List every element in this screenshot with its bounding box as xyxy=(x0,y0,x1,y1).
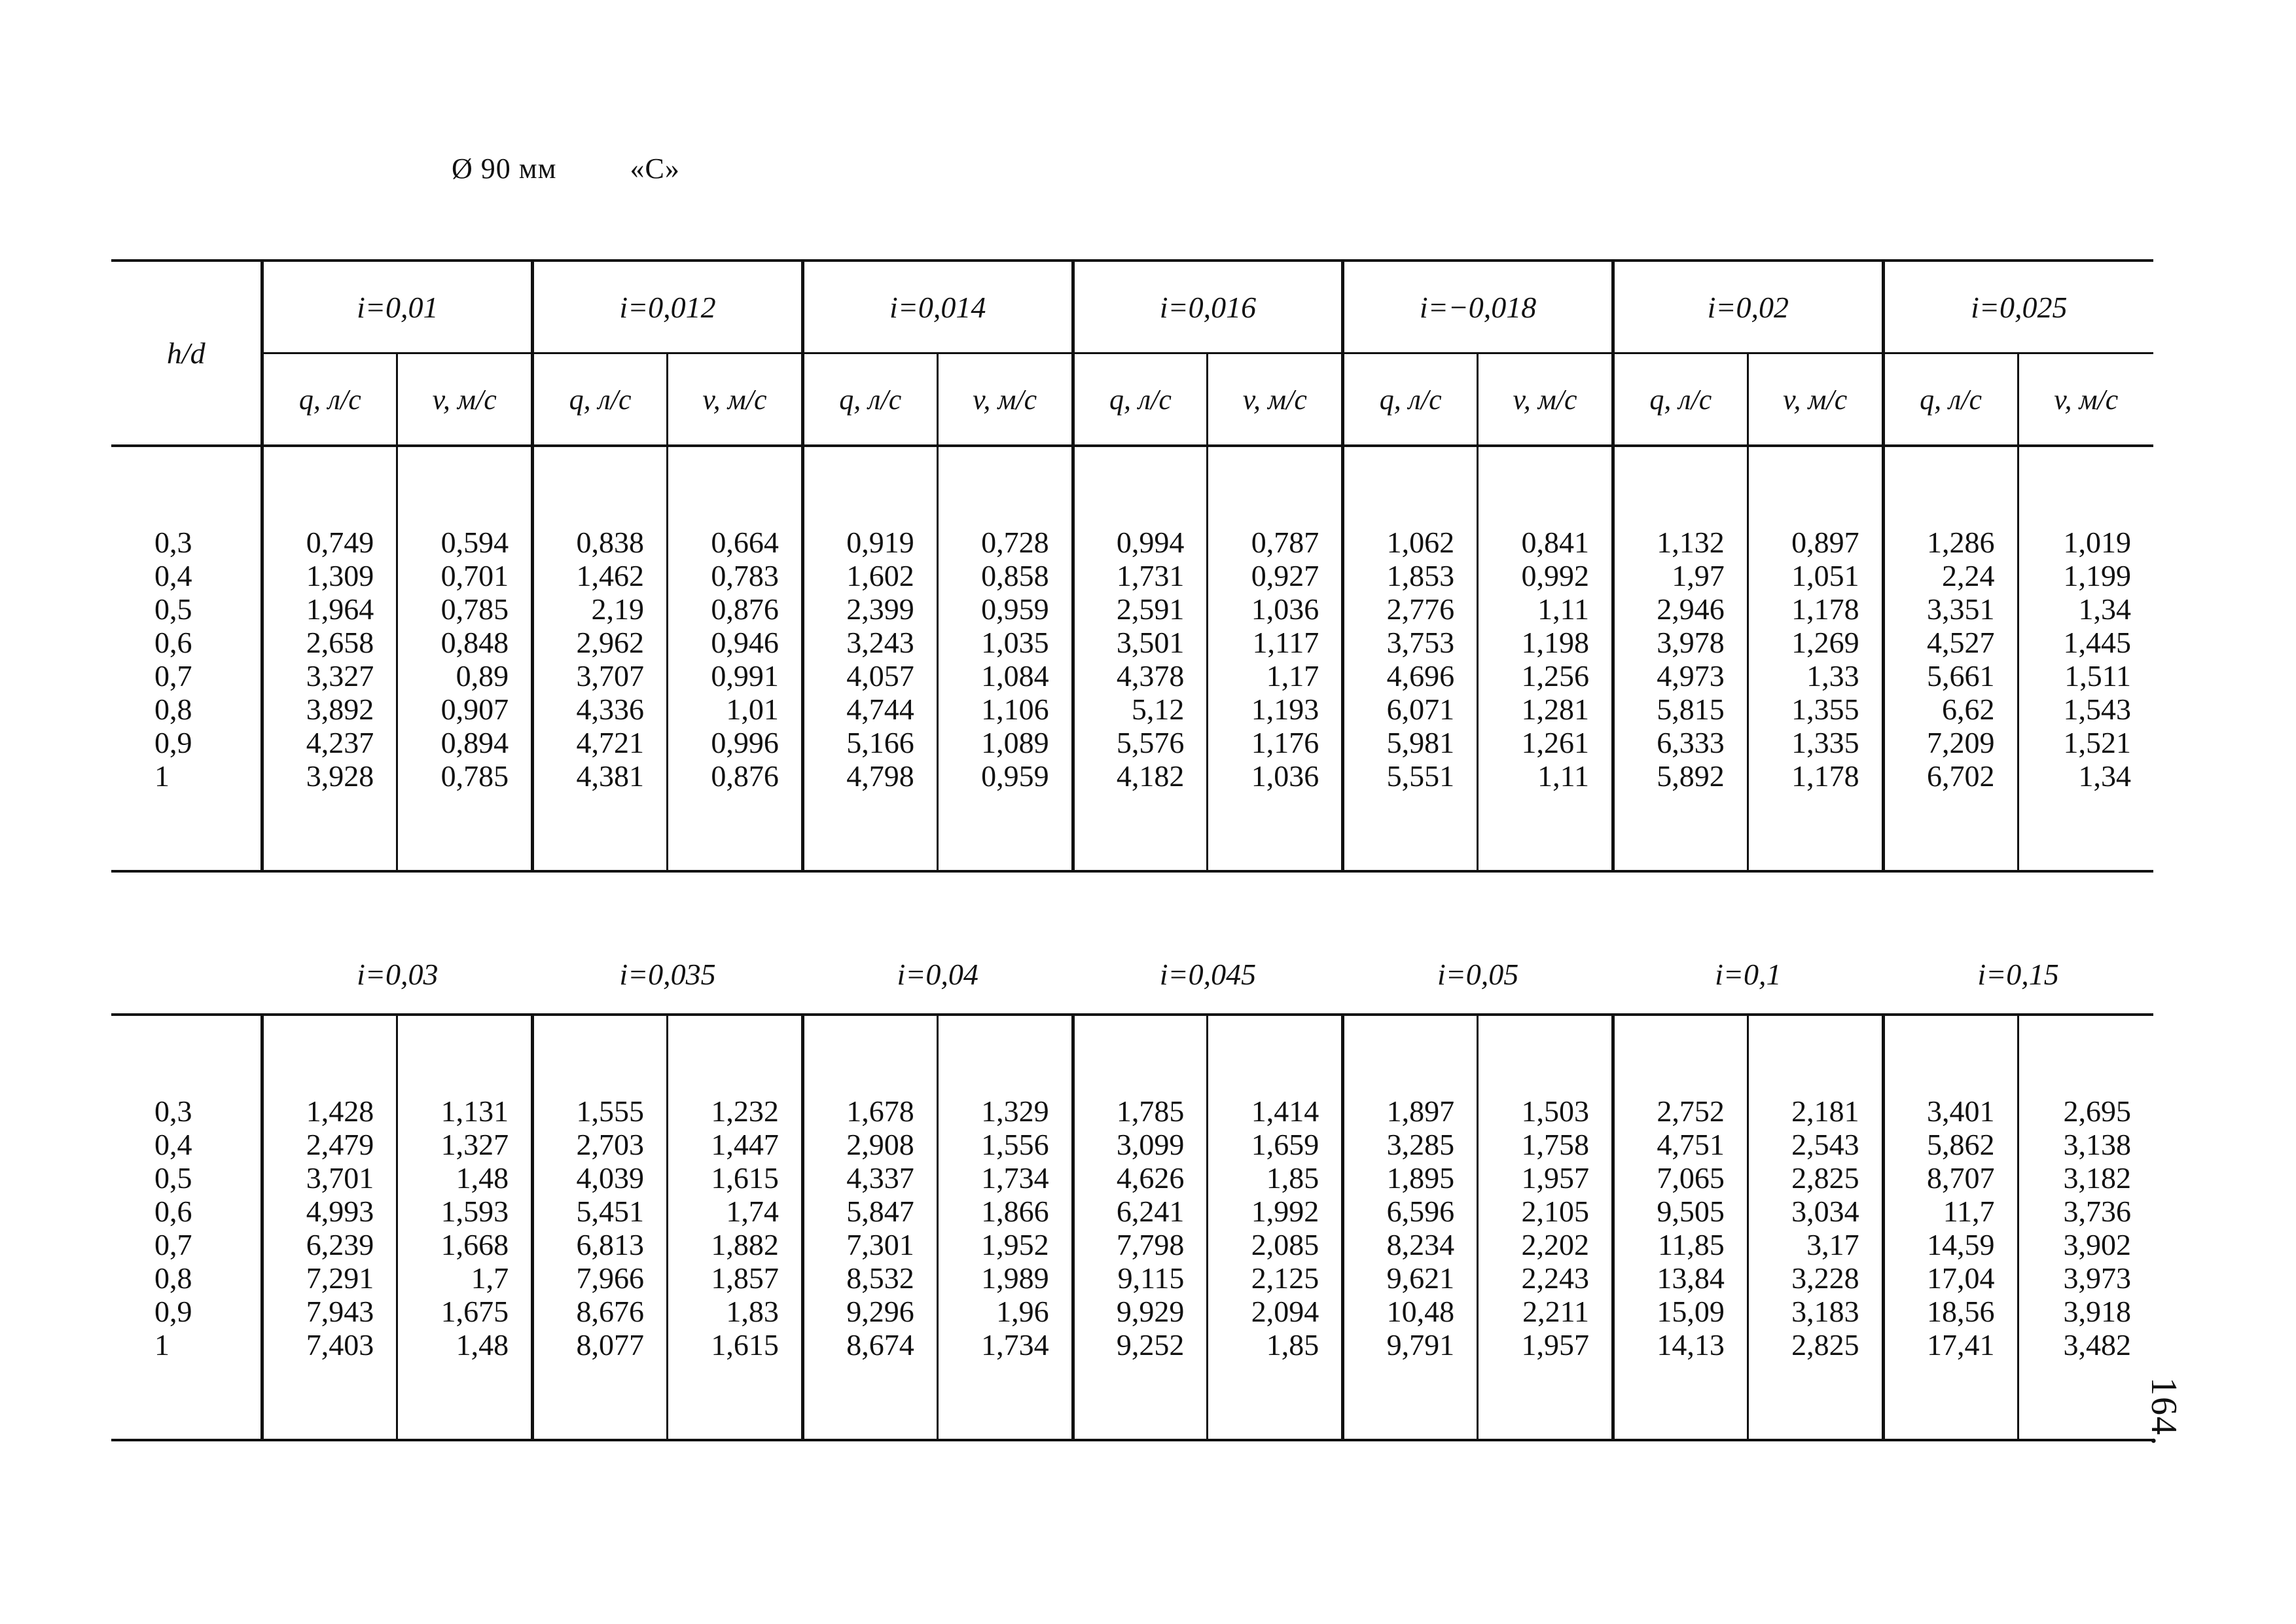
velocity-cell: 1,131 xyxy=(397,1094,533,1128)
flow-rate-cell: 3,753 xyxy=(1343,626,1478,659)
velocity-cell: 0,894 xyxy=(397,726,533,759)
flow-rate-cell: 3,285 xyxy=(1343,1128,1478,1161)
velocity-cell: 3,034 xyxy=(1748,1195,1883,1228)
velocity-cell: 1,857 xyxy=(668,1261,803,1295)
flow-rate-cell: 8,234 xyxy=(1343,1228,1478,1261)
hd-value: 0,8 xyxy=(154,1261,192,1295)
flow-table-2 xyxy=(111,935,2153,1441)
flow-rate-cell: 4,237 xyxy=(262,726,397,759)
velocity-cell: 1,11 xyxy=(1478,592,1613,626)
table-row xyxy=(111,1328,2153,1362)
flow-rate-cell: 4,626 xyxy=(1073,1161,1208,1195)
flow-rate-cell: 1,853 xyxy=(1343,559,1478,592)
velocity-cell: 1,199 xyxy=(2018,559,2153,592)
velocity-cell: 3,182 xyxy=(2018,1161,2153,1195)
flow-rate-cell: 7,209 xyxy=(1883,726,2018,759)
flow-rate-cell: 1,602 xyxy=(802,559,937,592)
velocity-cell: 1,675 xyxy=(397,1295,533,1328)
row-header-hd: h/d xyxy=(111,261,262,446)
flow-rate-cell: 4,751 xyxy=(1613,1128,1748,1161)
velocity-cell: 1,866 xyxy=(937,1195,1073,1228)
velocity-cell: 1,957 xyxy=(1478,1161,1613,1195)
flow-rate-cell: 3,707 xyxy=(533,659,668,693)
table-row xyxy=(111,592,2153,626)
velocity-cell: 0,946 xyxy=(668,626,803,659)
velocity-cell: 3,183 xyxy=(1748,1295,1883,1328)
flow-rate-cell: 4,182 xyxy=(1073,759,1208,793)
sub-header-q: q, л/с xyxy=(1343,353,1478,446)
velocity-cell: 1,992 xyxy=(1208,1195,1343,1228)
slope-header: i=−0,018 xyxy=(1343,261,1613,353)
flow-rate-cell: 1,062 xyxy=(1343,526,1478,559)
flow-rate-cell: 4,039 xyxy=(533,1161,668,1195)
velocity-cell: 0,991 xyxy=(668,659,803,693)
velocity-cell: 1,355 xyxy=(1748,693,1883,726)
flow-rate-cell: 2,776 xyxy=(1343,592,1478,626)
velocity-cell: 1,117 xyxy=(1208,626,1343,659)
velocity-cell: 1,734 xyxy=(937,1161,1073,1195)
velocity-cell: 2,243 xyxy=(1478,1261,1613,1295)
flow-rate-cell: 7,943 xyxy=(262,1295,397,1328)
flow-rate-cell: 9,505 xyxy=(1613,1195,1748,1228)
velocity-cell: 2,105 xyxy=(1478,1195,1613,1228)
velocity-cell: 1,33 xyxy=(1748,659,1883,693)
slope-header: i=0,01 xyxy=(262,261,533,353)
flow-rate-cell: 11,85 xyxy=(1613,1228,1748,1261)
flow-rate-cell: 8,707 xyxy=(1883,1161,2018,1195)
flow-rate-cell: 7,065 xyxy=(1613,1161,1748,1195)
flow-rate-cell: 2,24 xyxy=(1883,559,2018,592)
sub-header-q: q, л/с xyxy=(802,353,937,446)
table-row xyxy=(111,1161,2153,1195)
velocity-cell: 1,269 xyxy=(1748,626,1883,659)
flow-rate-cell: 5,847 xyxy=(802,1195,937,1228)
velocity-cell: 0,907 xyxy=(397,693,533,726)
flow-rate-cell: 1,731 xyxy=(1073,559,1208,592)
flow-rate-cell: 1,964 xyxy=(262,592,397,626)
velocity-cell: 1,11 xyxy=(1478,759,1613,793)
flow-rate-cell: 2,962 xyxy=(533,626,668,659)
table-row xyxy=(111,626,2153,659)
velocity-cell: 3,736 xyxy=(2018,1195,2153,1228)
flow-rate-cell: 3,401 xyxy=(1883,1094,2018,1128)
sub-header-v: v, м/с xyxy=(937,353,1073,446)
flow-rate-cell: 1,895 xyxy=(1343,1161,1478,1195)
flow-rate-cell: 17,41 xyxy=(1883,1328,2018,1362)
velocity-cell: 3,482 xyxy=(2018,1328,2153,1362)
velocity-cell: 1,7 xyxy=(397,1261,533,1295)
hd-value: 0,9 xyxy=(154,726,192,759)
velocity-cell: 1,084 xyxy=(937,659,1073,693)
velocity-cell: 0,876 xyxy=(668,592,803,626)
velocity-cell: 2,085 xyxy=(1208,1228,1343,1261)
table-row xyxy=(111,1261,2153,1295)
velocity-cell: 1,734 xyxy=(937,1328,1073,1362)
flow-rate-cell: 17,04 xyxy=(1883,1261,2018,1295)
flow-rate-cell: 5,551 xyxy=(1343,759,1478,793)
velocity-cell: 1,232 xyxy=(668,1094,803,1128)
hd-value: 0,5 xyxy=(154,592,192,626)
velocity-cell: 1,615 xyxy=(668,1328,803,1362)
flow-rate-cell: 1,309 xyxy=(262,559,397,592)
velocity-cell: 0,959 xyxy=(937,759,1073,793)
flow-rate-cell: 4,973 xyxy=(1613,659,1748,693)
hd-value: 0,8 xyxy=(154,693,192,726)
flow-rate-cell: 2,399 xyxy=(802,592,937,626)
flow-rate-cell: 3,978 xyxy=(1613,626,1748,659)
slope-header: i=0,025 xyxy=(1883,261,2153,353)
flow-rate-cell: 2,19 xyxy=(533,592,668,626)
velocity-cell: 1,758 xyxy=(1478,1128,1613,1161)
flow-rate-cell: 1,97 xyxy=(1613,559,1748,592)
pipe-series-label: «С» xyxy=(630,153,680,185)
sub-header-v: v, м/с xyxy=(2018,353,2153,446)
velocity-cell: 1,543 xyxy=(2018,693,2153,726)
sub-header-q: q, л/с xyxy=(1883,353,2018,446)
flow-rate-cell: 10,48 xyxy=(1343,1295,1478,1328)
velocity-cell: 1,85 xyxy=(1208,1328,1343,1362)
table-row xyxy=(111,759,2153,793)
flow-rate-cell: 0,838 xyxy=(533,526,668,559)
table-row xyxy=(111,1195,2153,1228)
velocity-cell: 0,992 xyxy=(1478,559,1613,592)
flow-rate-cell: 4,993 xyxy=(262,1195,397,1228)
flow-rate-cell: 4,798 xyxy=(802,759,937,793)
flow-rate-cell: 1,678 xyxy=(802,1094,937,1128)
sub-header-v: v, м/с xyxy=(1748,353,1883,446)
slope-header: i=0,04 xyxy=(897,957,978,991)
velocity-cell: 2,543 xyxy=(1748,1128,1883,1161)
flow-rate-cell: 0,994 xyxy=(1073,526,1208,559)
flow-rate-cell: 9,791 xyxy=(1343,1328,1478,1362)
velocity-cell: 0,848 xyxy=(397,626,533,659)
velocity-cell: 1,952 xyxy=(937,1228,1073,1261)
table-row xyxy=(111,659,2153,693)
velocity-cell: 1,051 xyxy=(1748,559,1883,592)
flow-rate-cell: 1,428 xyxy=(262,1094,397,1128)
flow-rate-cell: 2,479 xyxy=(262,1128,397,1161)
flow-rate-cell: 7,301 xyxy=(802,1228,937,1261)
slope-header: i=0,014 xyxy=(802,261,1073,353)
flow-rate-cell: 3,351 xyxy=(1883,592,2018,626)
velocity-cell: 0,783 xyxy=(668,559,803,592)
velocity-cell: 1,48 xyxy=(397,1161,533,1195)
velocity-cell: 0,876 xyxy=(668,759,803,793)
slope-header: i=0,045 xyxy=(1159,957,1257,991)
flow-rate-cell: 8,532 xyxy=(802,1261,937,1295)
flow-rate-cell: 3,892 xyxy=(262,693,397,726)
flow-rate-cell: 4,744 xyxy=(802,693,937,726)
flow-rate-cell: 2,908 xyxy=(802,1128,937,1161)
sub-header-v: v, м/с xyxy=(1478,353,1613,446)
table-row xyxy=(111,1228,2153,1261)
slope-header: i=0,03 xyxy=(357,957,439,991)
velocity-cell: 2,211 xyxy=(1478,1295,1613,1328)
hd-value: 0,6 xyxy=(154,626,192,659)
flow-rate-cell: 3,243 xyxy=(802,626,937,659)
flow-rate-cell: 15,09 xyxy=(1613,1295,1748,1328)
velocity-cell: 1,261 xyxy=(1478,726,1613,759)
slope-header: i=0,15 xyxy=(1977,957,2059,991)
velocity-cell: 2,094 xyxy=(1208,1295,1343,1328)
velocity-cell: 1,176 xyxy=(1208,726,1343,759)
flow-rate-cell: 5,451 xyxy=(533,1195,668,1228)
velocity-cell: 1,521 xyxy=(2018,726,2153,759)
velocity-cell: 1,615 xyxy=(668,1161,803,1195)
velocity-cell: 1,193 xyxy=(1208,693,1343,726)
flow-rate-cell: 5,576 xyxy=(1073,726,1208,759)
velocity-cell: 1,445 xyxy=(2018,626,2153,659)
velocity-cell: 1,17 xyxy=(1208,659,1343,693)
hd-value: 0,7 xyxy=(154,659,192,693)
sub-header-v: v, м/с xyxy=(668,353,803,446)
velocity-cell: 3,973 xyxy=(2018,1261,2153,1295)
flow-rate-cell: 4,057 xyxy=(802,659,937,693)
hd-value: 0,3 xyxy=(154,526,192,559)
flow-rate-cell: 18,56 xyxy=(1883,1295,2018,1328)
flow-rate-cell: 14,13 xyxy=(1613,1328,1748,1362)
slope-header: i=0,016 xyxy=(1073,261,1343,353)
flow-rate-cell: 4,378 xyxy=(1073,659,1208,693)
flow-rate-cell: 4,721 xyxy=(533,726,668,759)
hd-value: 1 xyxy=(154,1328,170,1362)
hd-value: 0,9 xyxy=(154,1295,192,1328)
flow-rate-cell: 9,115 xyxy=(1073,1261,1208,1295)
flow-rate-cell: 14,59 xyxy=(1883,1228,2018,1261)
flow-rate-cell: 0,919 xyxy=(802,526,937,559)
sub-header-q: q, л/с xyxy=(262,353,397,446)
flow-table-1 xyxy=(111,259,2153,873)
flow-rate-cell: 1,286 xyxy=(1883,526,2018,559)
velocity-cell: 1,178 xyxy=(1748,592,1883,626)
flow-rate-cell: 2,591 xyxy=(1073,592,1208,626)
table-row xyxy=(111,559,2153,592)
flow-rate-cell: 6,241 xyxy=(1073,1195,1208,1228)
flow-rate-cell: 4,336 xyxy=(533,693,668,726)
velocity-cell: 1,335 xyxy=(1748,726,1883,759)
flow-rate-cell: 4,527 xyxy=(1883,626,2018,659)
velocity-cell: 0,785 xyxy=(397,592,533,626)
sub-header-v: v, м/с xyxy=(1208,353,1343,446)
flow-rate-cell: 4,337 xyxy=(802,1161,937,1195)
flow-rate-cell: 9,252 xyxy=(1073,1328,1208,1362)
flow-rate-cell: 1,555 xyxy=(533,1094,668,1128)
flow-rate-cell: 9,296 xyxy=(802,1295,937,1328)
velocity-cell: 0,785 xyxy=(397,759,533,793)
velocity-cell: 1,036 xyxy=(1208,592,1343,626)
flow-rate-cell: 5,12 xyxy=(1073,693,1208,726)
flow-rate-cell: 9,621 xyxy=(1343,1261,1478,1295)
hd-value: 0,5 xyxy=(154,1161,192,1195)
velocity-cell: 0,89 xyxy=(397,659,533,693)
hd-value: 0,4 xyxy=(154,1128,192,1161)
flow-rate-cell: 2,658 xyxy=(262,626,397,659)
velocity-cell: 1,83 xyxy=(668,1295,803,1328)
flow-rate-cell: 13,84 xyxy=(1613,1261,1748,1295)
table-row xyxy=(111,726,2153,759)
velocity-cell: 1,593 xyxy=(397,1195,533,1228)
flow-rate-cell: 4,696 xyxy=(1343,659,1478,693)
flow-rate-cell: 8,674 xyxy=(802,1328,937,1362)
velocity-cell: 1,019 xyxy=(2018,526,2153,559)
table-row xyxy=(111,693,2153,726)
flow-rate-cell: 5,981 xyxy=(1343,726,1478,759)
flow-rate-cell: 5,892 xyxy=(1613,759,1748,793)
velocity-cell: 1,089 xyxy=(937,726,1073,759)
velocity-cell: 1,327 xyxy=(397,1128,533,1161)
velocity-cell: 1,447 xyxy=(668,1128,803,1161)
flow-rate-cell: 6,702 xyxy=(1883,759,2018,793)
velocity-cell: 0,594 xyxy=(397,526,533,559)
velocity-cell: 2,125 xyxy=(1208,1261,1343,1295)
velocity-cell: 0,701 xyxy=(397,559,533,592)
flow-rate-cell: 8,077 xyxy=(533,1328,668,1362)
flow-rate-cell: 2,946 xyxy=(1613,592,1748,626)
velocity-cell: 0,996 xyxy=(668,726,803,759)
velocity-cell: 1,96 xyxy=(937,1295,1073,1328)
velocity-cell: 2,825 xyxy=(1748,1161,1883,1195)
sub-header-q: q, л/с xyxy=(1613,353,1748,446)
velocity-cell: 3,138 xyxy=(2018,1128,2153,1161)
flow-rate-cell: 3,928 xyxy=(262,759,397,793)
flow-rate-cell: 1,785 xyxy=(1073,1094,1208,1128)
flow-rate-cell: 2,703 xyxy=(533,1128,668,1161)
hd-value: 0,3 xyxy=(154,1094,192,1128)
flow-rate-cell: 5,166 xyxy=(802,726,937,759)
velocity-cell: 2,202 xyxy=(1478,1228,1613,1261)
flow-rate-cell: 6,333 xyxy=(1613,726,1748,759)
slope-header: i=0,05 xyxy=(1437,957,1519,991)
flow-rate-cell: 5,862 xyxy=(1883,1128,2018,1161)
table-row xyxy=(111,1128,2153,1161)
velocity-cell: 0,897 xyxy=(1748,526,1883,559)
velocity-cell: 1,34 xyxy=(2018,759,2153,793)
velocity-cell: 1,414 xyxy=(1208,1094,1343,1128)
velocity-cell: 1,989 xyxy=(937,1261,1073,1295)
flow-rate-cell: 1,132 xyxy=(1613,526,1748,559)
slope-header: i=0,035 xyxy=(619,957,716,991)
page-heading xyxy=(452,152,680,185)
velocity-cell: 0,959 xyxy=(937,592,1073,626)
flow-rate-cell: 7,403 xyxy=(262,1328,397,1362)
flow-rate-cell: 7,291 xyxy=(262,1261,397,1295)
hd-value: 0,7 xyxy=(154,1228,192,1261)
velocity-cell: 0,858 xyxy=(937,559,1073,592)
velocity-cell: 3,902 xyxy=(2018,1228,2153,1261)
velocity-cell: 1,882 xyxy=(668,1228,803,1261)
velocity-cell: 1,035 xyxy=(937,626,1073,659)
sub-header-q: q, л/с xyxy=(533,353,668,446)
velocity-cell: 1,668 xyxy=(397,1228,533,1261)
flow-rate-cell: 8,676 xyxy=(533,1295,668,1328)
velocity-cell: 0,787 xyxy=(1208,526,1343,559)
flow-rate-cell: 6,813 xyxy=(533,1228,668,1261)
sub-header-q: q, л/с xyxy=(1073,353,1208,446)
velocity-cell: 1,48 xyxy=(397,1328,533,1362)
flow-rate-cell: 3,327 xyxy=(262,659,397,693)
table-row xyxy=(111,526,2153,559)
velocity-cell: 1,503 xyxy=(1478,1094,1613,1128)
page-number: 164. xyxy=(2144,1377,2184,1447)
velocity-cell: 0,664 xyxy=(668,526,803,559)
velocity-cell: 2,825 xyxy=(1748,1328,1883,1362)
hd-value: 0,6 xyxy=(154,1195,192,1228)
flow-rate-cell: 6,596 xyxy=(1343,1195,1478,1228)
slope-header: i=0,1 xyxy=(1715,957,1782,991)
velocity-cell: 2,695 xyxy=(2018,1094,2153,1128)
flow-rate-cell: 11,7 xyxy=(1883,1195,2018,1228)
velocity-cell: 1,957 xyxy=(1478,1328,1613,1362)
pipe-diameter: Ø 90 мм xyxy=(452,153,557,185)
flow-rate-cell: 9,929 xyxy=(1073,1295,1208,1328)
velocity-cell: 3,17 xyxy=(1748,1228,1883,1261)
flow-rate-cell: 5,661 xyxy=(1883,659,2018,693)
velocity-cell: 1,036 xyxy=(1208,759,1343,793)
velocity-cell: 1,511 xyxy=(2018,659,2153,693)
velocity-cell: 1,659 xyxy=(1208,1128,1343,1161)
flow-rate-cell: 6,239 xyxy=(262,1228,397,1261)
sub-header-v: v, м/с xyxy=(397,353,533,446)
velocity-cell: 1,34 xyxy=(2018,592,2153,626)
flow-rate-cell: 3,501 xyxy=(1073,626,1208,659)
table-row xyxy=(111,1094,2153,1128)
velocity-cell: 3,228 xyxy=(1748,1261,1883,1295)
velocity-cell: 2,181 xyxy=(1748,1094,1883,1128)
flow-rate-cell: 3,099 xyxy=(1073,1128,1208,1161)
flow-rate-cell: 0,749 xyxy=(262,526,397,559)
velocity-cell: 1,281 xyxy=(1478,693,1613,726)
flow-rate-cell: 2,752 xyxy=(1613,1094,1748,1128)
hd-value: 1 xyxy=(154,759,170,793)
flow-rate-cell: 1,462 xyxy=(533,559,668,592)
flow-rate-cell: 3,701 xyxy=(262,1161,397,1195)
flow-rate-cell: 1,897 xyxy=(1343,1094,1478,1128)
velocity-cell: 0,841 xyxy=(1478,526,1613,559)
slope-header: i=0,012 xyxy=(533,261,803,353)
velocity-cell: 1,74 xyxy=(668,1195,803,1228)
flow-rate-cell: 4,381 xyxy=(533,759,668,793)
velocity-cell: 1,178 xyxy=(1748,759,1883,793)
flow-rate-cell: 7,798 xyxy=(1073,1228,1208,1261)
flow-rate-cell: 5,815 xyxy=(1613,693,1748,726)
velocity-cell: 1,01 xyxy=(668,693,803,726)
velocity-cell: 1,256 xyxy=(1478,659,1613,693)
velocity-cell: 1,106 xyxy=(937,693,1073,726)
velocity-cell: 1,85 xyxy=(1208,1161,1343,1195)
flow-rate-cell: 6,62 xyxy=(1883,693,2018,726)
velocity-cell: 1,329 xyxy=(937,1094,1073,1128)
velocity-cell: 3,918 xyxy=(2018,1295,2153,1328)
velocity-cell: 0,728 xyxy=(937,526,1073,559)
velocity-cell: 0,927 xyxy=(1208,559,1343,592)
velocity-cell: 1,198 xyxy=(1478,626,1613,659)
slope-header: i=0,02 xyxy=(1613,261,1883,353)
table-row xyxy=(111,1295,2153,1328)
flow-rate-cell: 7,966 xyxy=(533,1261,668,1295)
velocity-cell: 1,556 xyxy=(937,1128,1073,1161)
flow-rate-cell: 6,071 xyxy=(1343,693,1478,726)
hd-value: 0,4 xyxy=(154,559,192,592)
